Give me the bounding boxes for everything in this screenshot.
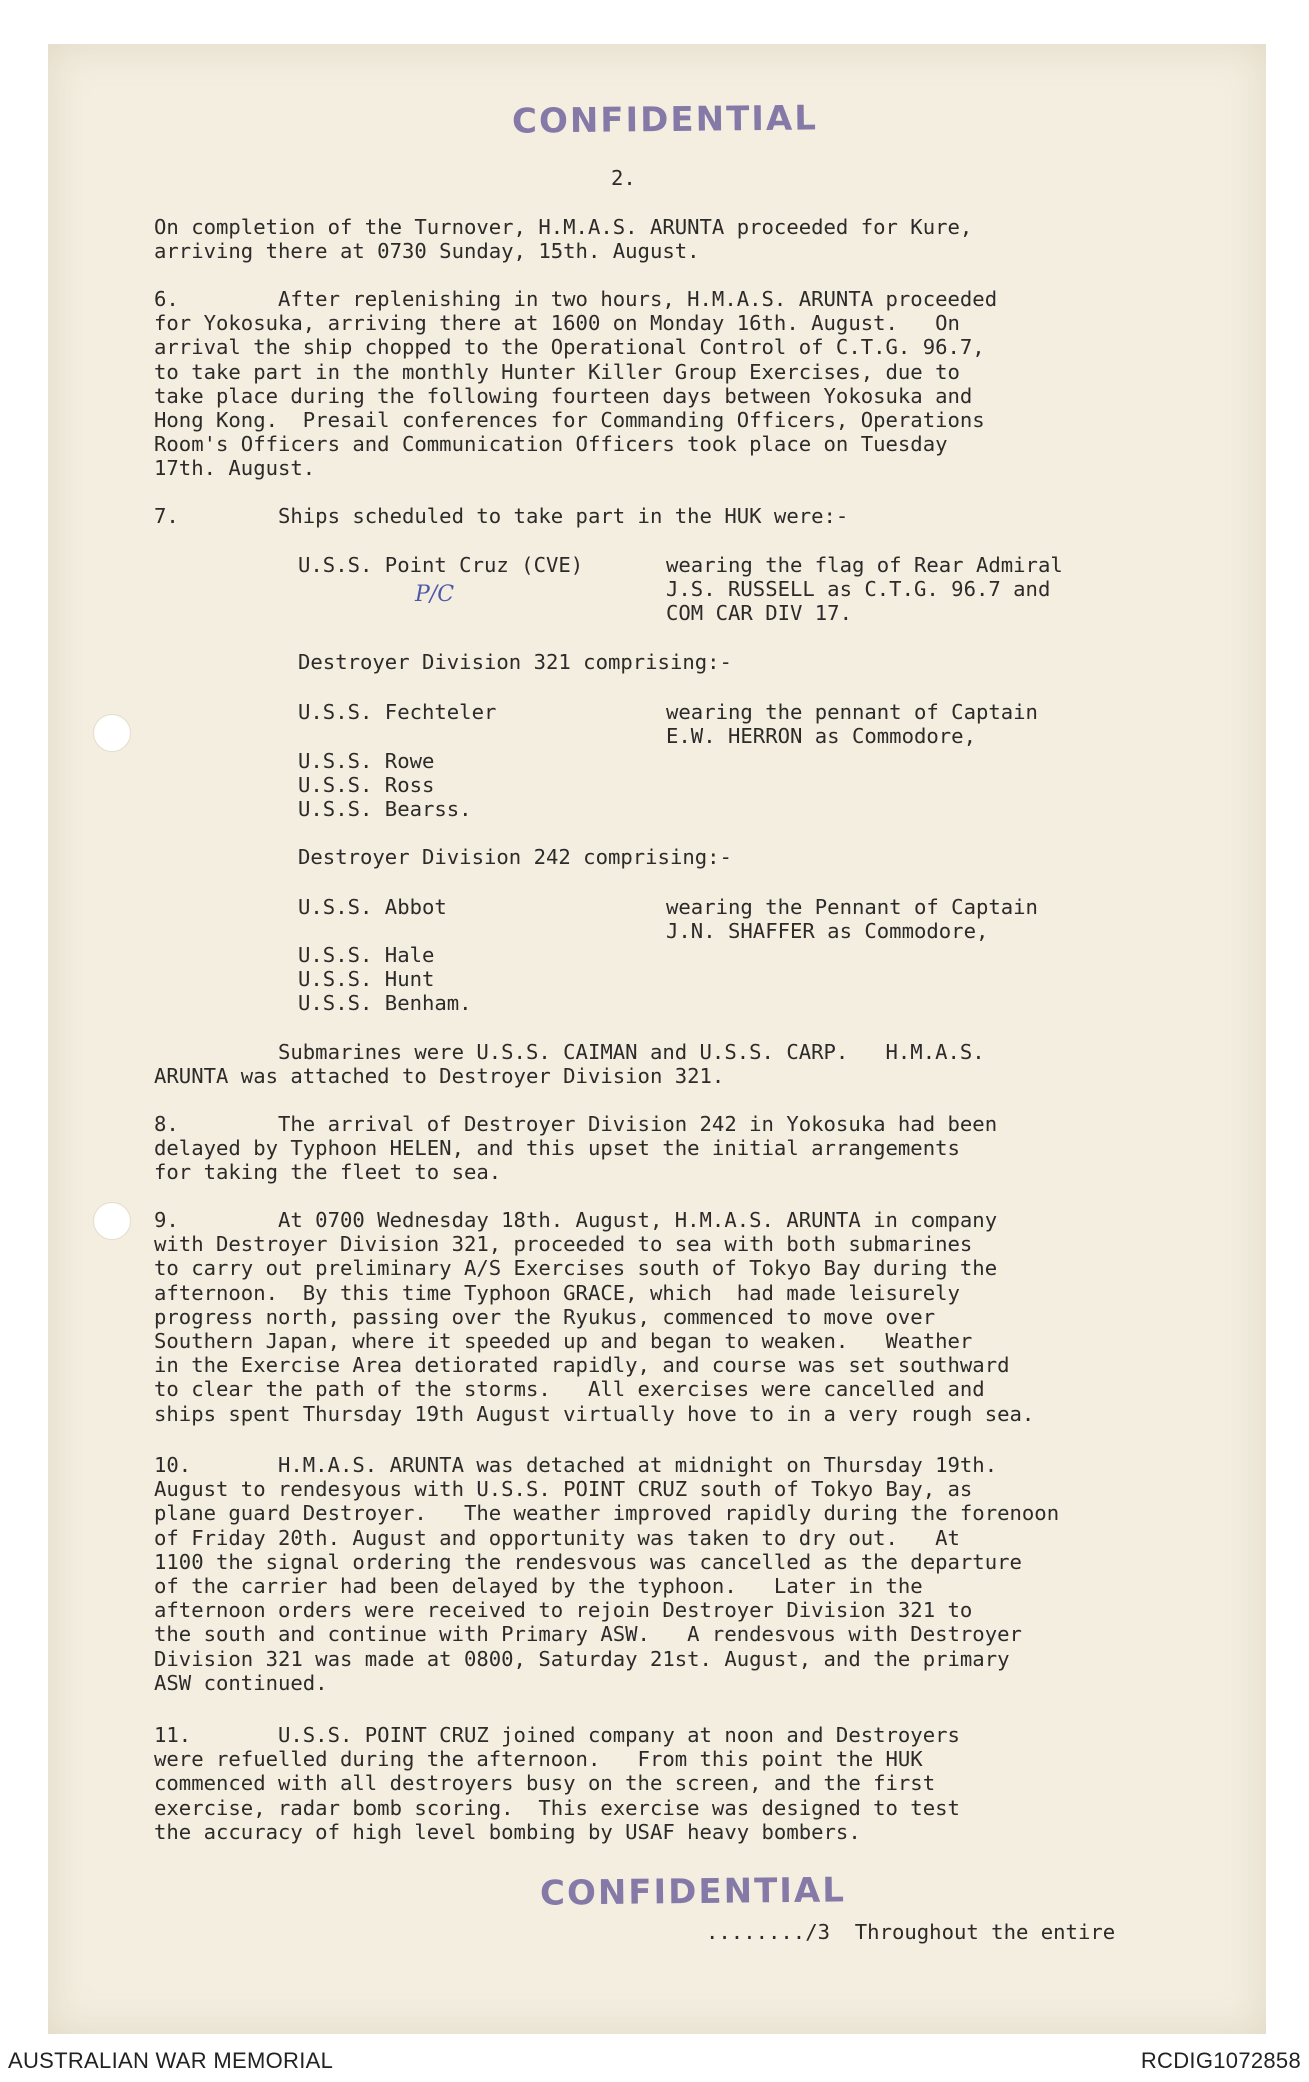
paragraph-11: 11. U.S.S. POINT CRUZ joined company at noon and Destroyers were refuelled during the afternoon. From this point the HUK commenced with all destroyers busy on the screen, and the first exercise, radar bomb scoring. This exercise was designed to test the accuracy of high level bombing by USAF heavy bombers.: [154, 1723, 960, 1844]
page-number: 2.: [611, 166, 636, 190]
footer-left: AUSTRALIAN WAR MEMORIAL: [8, 2048, 334, 2073]
punch-hole: [93, 714, 131, 752]
division-242-ships: U.S.S. Hale U.S.S. Hunt U.S.S. Benham.: [298, 943, 472, 1016]
ship-abbot-desc: wearing the Pennant of Captain J.N. SHAFFER as Commodore,: [666, 895, 1038, 944]
paragraph-intro: On completion of the Turnover, H.M.A.S. ARUNTA proceeded for Kure, arriving there at 0730 Sunday, 15th. August.: [154, 215, 973, 264]
footer-right: RCDIG1072858: [1140, 2048, 1301, 2073]
paragraph-6: 6. After replenishing in two hours, H.M.A.S. ARUNTA proceeded for Yokosuka, arriving there at 1600 on Monday 16th. August. On arrival the ship chopped to the Operational Control of C.T.G. 96.7, to take part in the monthly Hunter Killer Group Exercises, due to take place during the following fourteen days between Yokosuka and Hong Kong. Presail conferences for Commanding Officers, Operations Room's Officers and Communication Officers took place on Tuesday 17th. August.: [154, 287, 998, 481]
division-321-ships: U.S.S. Rowe U.S.S. Ross U.S.S. Bearss.: [298, 749, 472, 822]
ship-abbot: U.S.S. Abbot: [298, 895, 447, 919]
confidential-stamp: CONFIDENTIAL: [511, 98, 819, 142]
ship-point-cruz: U.S.S. Point Cruz (CVE): [298, 553, 584, 577]
paragraph-7-intro: 7. Ships scheduled to take part in the HUK were:-: [154, 504, 849, 528]
paragraph-9: 9. At 0700 Wednesday 18th. August, H.M.A.S. ARUNTA in company with Destroyer Division 321, proceeded to sea with both submarines to carry out preliminary A/S Exercises south of Tokyo Bay during the afternoon. By this time Typhoon GRACE, which had made leisurely progress north, passing over the Ryukus, commenced to move over Southern Japan, where it speeded up and began to weaken. Weather in the Exercise Area detiorated rapidly, and course was set southward to clear the path of the storms. All exercises were cancelled and ships spent Thursday 19th August virtually hove to in a very rough sea.: [154, 1208, 1035, 1426]
ship-fechteler-desc: wearing the pennant of Captain E.W. HERRON as Commodore,: [666, 700, 1038, 749]
punch-hole: [93, 1202, 131, 1240]
handwritten-note: P/C: [415, 582, 455, 607]
paragraph-8: 8. The arrival of Destroyer Division 242 in Yokosuka had been delayed by Typhoon HELEN, and this upset the initial arrangements for taking the fleet to sea.: [154, 1112, 998, 1185]
paragraph-10: 10. H.M.A.S. ARUNTA was detached at midnight on Thursday 19th. August to rendesyous with U.S.S. POINT CRUZ south of Tokyo Bay, as plane guard Destroyer. The weather improved rapidly during the forenoon of Friday 20th. August and opportunity was taken to dry out. At 1100 the signal ordering the rendesvous was cancelled as the departure of the carrier had been delayed by the typhoon. Later in the afternoon orders were received to rejoin Destroyer Division 321 to the south and continue with Primary ASW. A rendesvous with Destroyer Division 321 was made at 0800, Saturday 21st. August, and the primary ASW continued.: [154, 1453, 1060, 1695]
division-242-header: Destroyer Division 242 comprising:-: [298, 845, 732, 869]
division-321-header: Destroyer Division 321 comprising:-: [298, 650, 732, 674]
paragraph-submarines: Submarines were U.S.S. CAIMAN and U.S.S. CARP. H.M.A.S. ARUNTA was attached to Destroyer Division 321.: [154, 1040, 985, 1089]
ship-fechteler: U.S.S. Fechteler: [298, 700, 497, 724]
continuation-line: ......../3 Throughout the entire: [706, 1920, 1116, 1944]
ship-point-cruz-desc: wearing the flag of Rear Admiral J.S. RUSSELL as C.T.G. 96.7 and COM CAR DIV 17.: [666, 553, 1063, 626]
confidential-stamp-bottom: CONFIDENTIAL: [539, 1870, 847, 1914]
